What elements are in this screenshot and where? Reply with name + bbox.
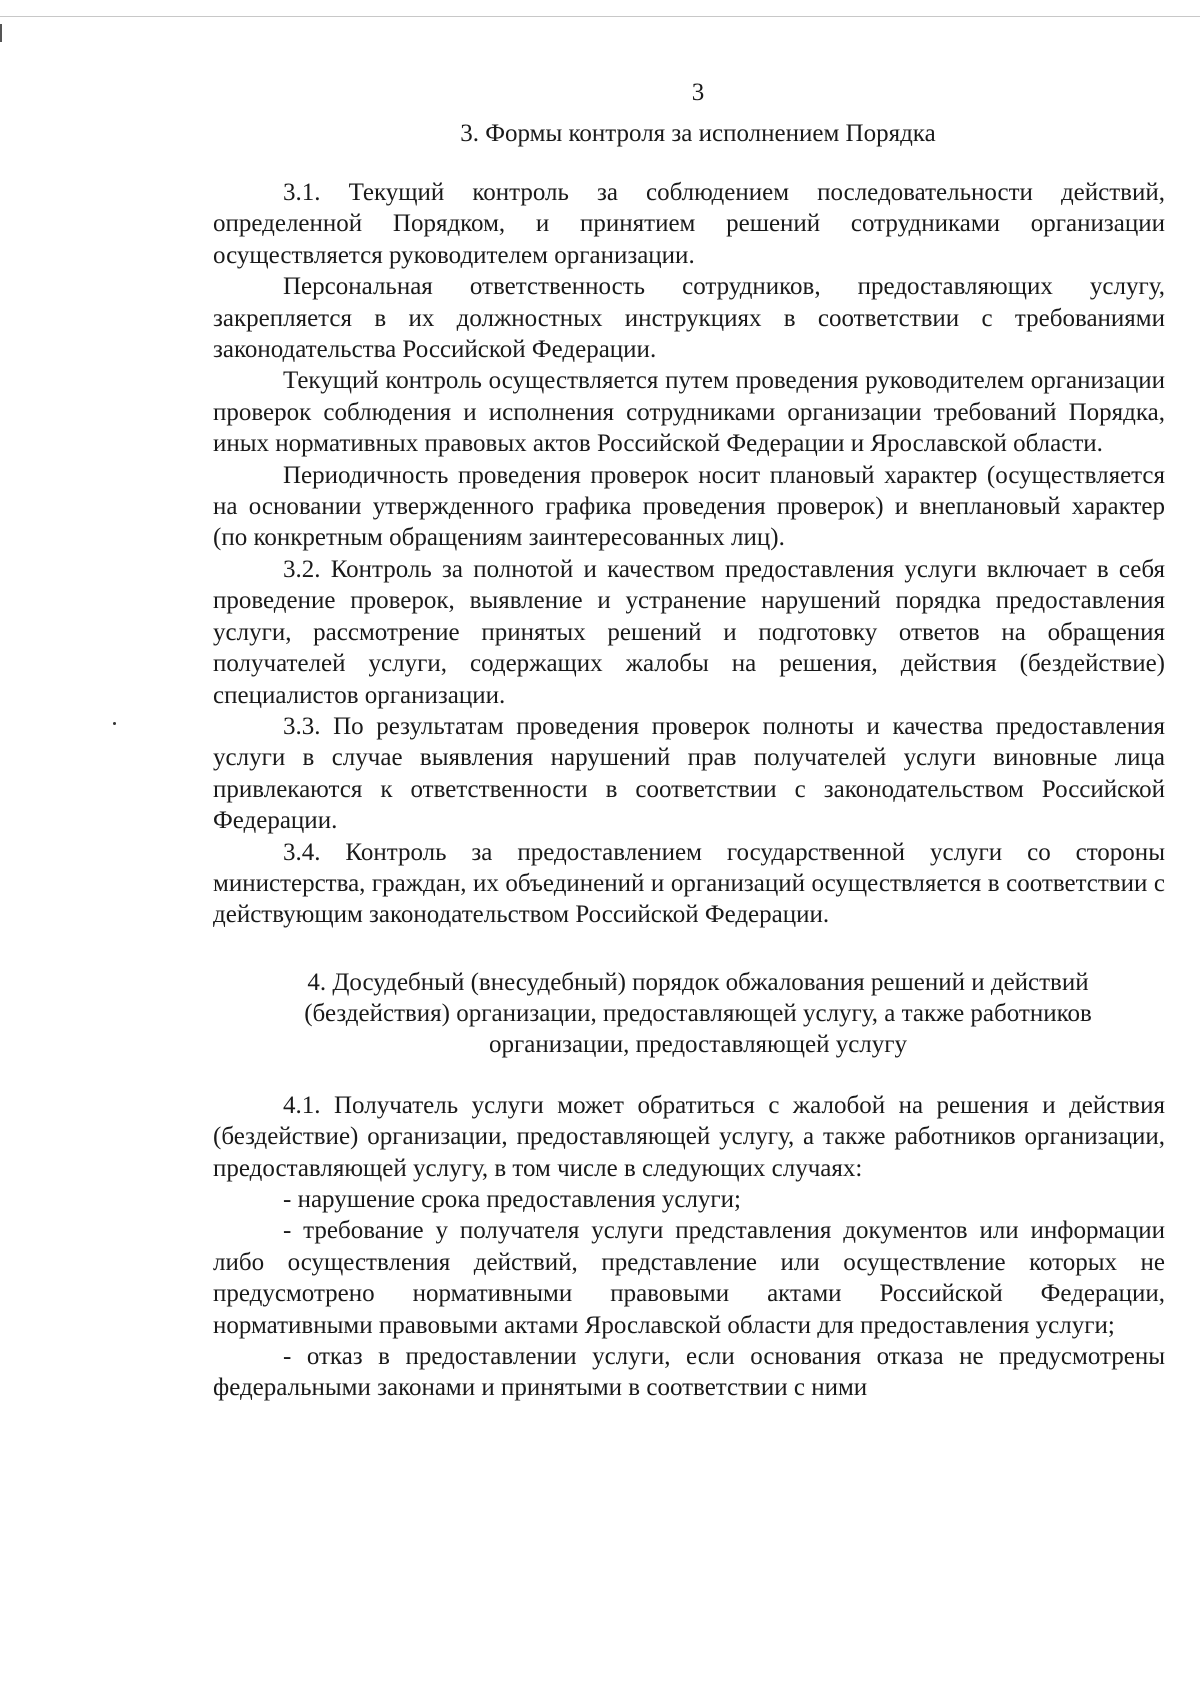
section-4-title-line: 4. Досудебный (внесудебный) порядок обжалования решений и действий [307,968,1089,996]
page-number: 3 [691,79,705,106]
section-4-title-line: организации, предоставляющей услугу [488,1030,908,1058]
document-page [213,78,1165,1404]
paragraph-3-3: 3.3. По результатам проведения проверок полноты и качества предоставления услуги в случае выявления нарушений прав получателей услуги виновные лица привлекаются к ответственности в соответствии с законодательством Российской Федерации. [213,712,1165,835]
section-3-title: 3. Формы контроля за исполнением Порядка [460,120,936,147]
paragraph-current-control: Текущий контроль осуществляется путем проведения руководителем организации проверок соблюдения и исполнения сотрудниками организации требований Порядка, иных нормативных правовых актов Российской Федерации и Ярославской области. [213,367,1165,458]
paragraph-personal-responsibility: Персональная ответственность сотрудников, предоставляющих услугу, закрепляется в их должностных инструкциях в соответствии с требованиями законодательства Российской Федерации. [213,273,1165,364]
paragraph-3-2: 3.2. Контроль за полнотой и качеством предоставления услуги включает в себя проведение проверок, выявление и устранение нарушений порядка предоставления услуги, рассмотрение принятых решений и подготовку ответов на обращения получателей услуги, содержащих жалобы на решения, действия (бездействие) специалистов организации. [213,555,1165,709]
section-3-body [213,177,1165,931]
paragraph-periodicity: Периодичность проведения проверок носит плановый характер (осуществляется на основании утвержденного графика проведения проверок) и внеплановый характер (по конкретным обращениям заинтересованных лиц). [213,461,1165,552]
paragraph-3-1: 3.1. Текущий контроль за соблюдением последовательности действий, определенной Порядком, и принятием решений сотрудниками организации осуществляется руководителем организации. [213,179,1165,269]
paragraph-4-1: 4.1. Получатель услуги может обратиться с жалобой на решения и действия (бездействие) организации, предоставляющей услугу, а также работников организации, предоставляющей услугу, в том числе в следующих случаях: [213,1091,1165,1182]
section-4-title [213,967,1165,1060]
section-4-body [213,1090,1165,1404]
list-item-document-requirement: - требование у получателя услуги представления документов или информации либо осуществления действий, представление или осуществление которых не предусмотрено нормативными правовыми актами Российской Федерации, нормативными правовыми актами Ярославской области для предоставления услуги; [213,1217,1165,1339]
scan-edge-line [0,16,1200,17]
scan-edge-mark [0,24,2,42]
section-4-title-line: (бездействия) организации, предоставляющей услугу, а также работников [304,999,1092,1027]
list-item-refusal: - отказ в предоставлении услуги, если основания отказа не предусмотрены федеральными законами и принятыми в соответствии с ними [213,1343,1165,1402]
list-item-deadline-violation: - нарушение срока предоставления услуги; [283,1185,741,1213]
paragraph-3-4: 3.4. Контроль за предоставлением государственной услуги со стороны министерства, граждан, их объединений и организаций осуществляется в соответствии с действующим законодательством Российской Федерации. [213,838,1165,929]
scan-speck [113,722,116,725]
